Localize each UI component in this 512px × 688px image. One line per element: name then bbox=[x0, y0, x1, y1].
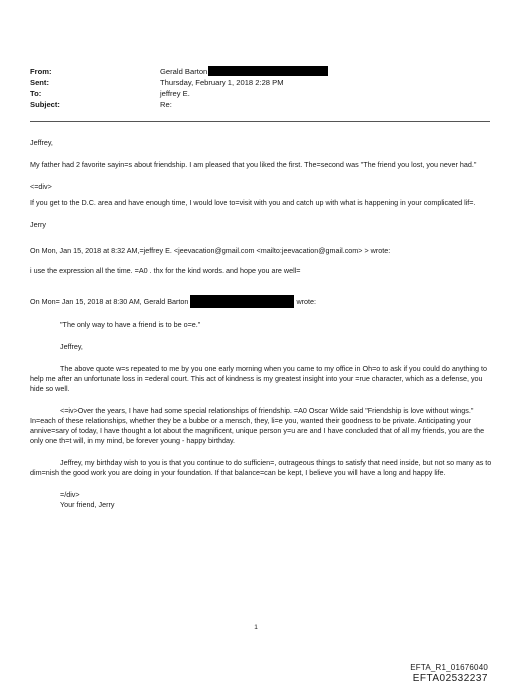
reply-header-1: On Mon, Jan 15, 2018 at 8:32 AM,=jeffrey E. <jeevacation@gmail.com <mailto:jeevacation@gmail.com> > wrote: bbox=[30, 246, 391, 255]
header-divider bbox=[30, 121, 490, 122]
salutation-2: Jeffrey, bbox=[60, 342, 83, 351]
closing: Your friend, Jerry bbox=[60, 500, 115, 509]
email-header bbox=[30, 66, 490, 110]
header-to-row bbox=[30, 88, 490, 99]
signature-jerry: Jerry bbox=[30, 220, 46, 229]
from-value bbox=[160, 66, 490, 77]
page-number: 1 bbox=[254, 624, 258, 631]
paragraph-1: My father had 2 favorite sayin=s about friendship. I am pleased that you liked the first. The=second was "The friend you lost, you never had." bbox=[30, 160, 477, 169]
redaction-box bbox=[208, 66, 328, 76]
salutation: Jeffrey, bbox=[30, 138, 53, 147]
quote-line: "The only way to have a friend is to be o=e." bbox=[60, 320, 201, 329]
div-close-tag: =/div> bbox=[60, 490, 80, 499]
subject-label: Subject: bbox=[30, 100, 60, 109]
paragraph-3: The above quote w=s repeated to me by you one early morning when you came to my office in Oh=o to ask if you could do anything to help me after an unfortunate loss in =ederal court. This act of kindness is my greatest insight into your =rue character, which as a defense, you hide so well. bbox=[30, 364, 487, 393]
bates-number-2: EFTA02532237 bbox=[412, 673, 488, 684]
bates-number-1: EFTA_R1_01676040 bbox=[410, 663, 488, 672]
paragraph-4: <=iv>Over the years, I have had some special relationships of friendship. =A0 Oscar Wilde said "Friendship is love without wings." In=each of these relationships, whether they be a bubbe or a mensch, they, li=e you, wanted their goodness to be private. Anticipating your annive=sary of today, I have thought a lot about the magnificent, unique person y=u are and I have concluded that of all my friends, you are the only one th=t will, in my mind, be forever young - happy birthday. bbox=[30, 406, 485, 445]
header-from-row bbox=[30, 66, 490, 77]
from-label: From: bbox=[30, 67, 52, 76]
to-label: To: bbox=[30, 89, 42, 98]
sent-value: Thursday, February 1, 2018 2:28 PM bbox=[160, 78, 284, 87]
to-value: jeffrey E. bbox=[160, 89, 190, 98]
from-name: Gerald Barton bbox=[160, 67, 208, 76]
redaction-box-2 bbox=[190, 295, 294, 308]
reply-header-2-start: On Mon= Jan 15, 2018 at 8:30 AM, Gerald Barton bbox=[30, 296, 189, 306]
paragraph-5: Jeffrey, my birthday wish to you is that you continue to do sufficien=, outrageous things to satisfy that need inside, but not so many as to dim=nish the good work you are doing in your foundation. If that balance=can be kept, I believe you will have a long and happy life. bbox=[30, 458, 492, 477]
header-sent-row bbox=[30, 77, 490, 88]
header-subject-row bbox=[30, 99, 490, 110]
reply-text: i use the expression all the time. =A0 . thx for the kind words. and hope you are well= bbox=[30, 266, 301, 275]
subject-value: Re: bbox=[160, 100, 172, 109]
reply-header-2 bbox=[30, 295, 492, 308]
sent-label: Sent: bbox=[30, 78, 49, 87]
paragraph-2: If you get to the D.C. area and have enough time, I would love to=visit with you and catch up with what is happening in your complicated lif=. bbox=[30, 198, 476, 207]
reply-header-2-end: wrote: bbox=[296, 296, 317, 306]
div-open-tag: <=div> bbox=[30, 182, 52, 191]
email-body bbox=[30, 138, 492, 522]
